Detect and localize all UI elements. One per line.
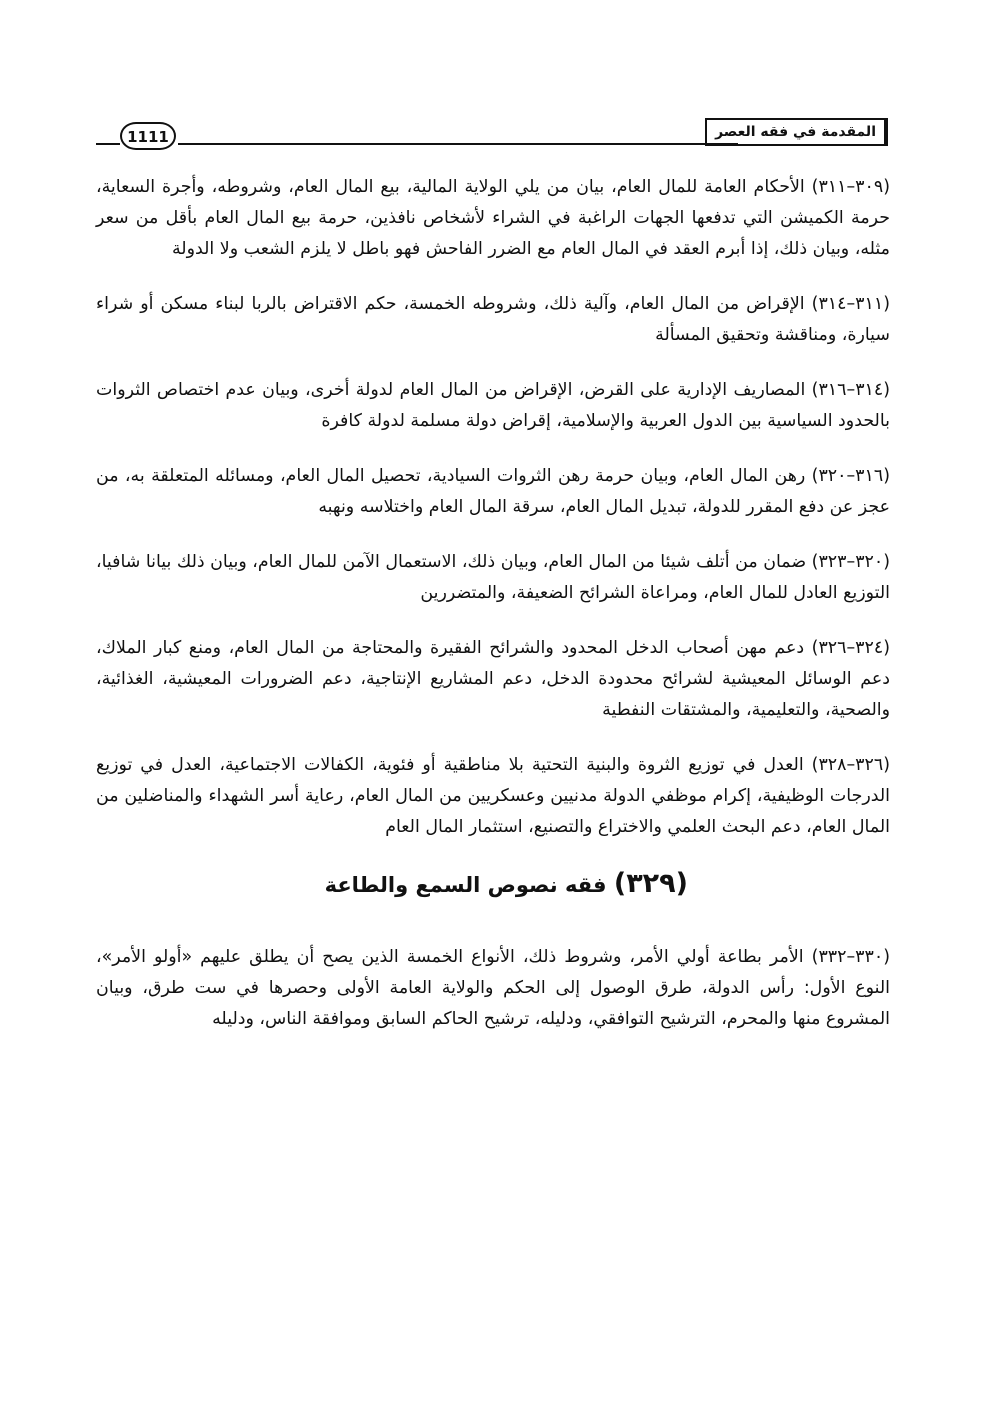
toc-entry (96, 289, 890, 351)
header-rule-left (96, 143, 120, 145)
toc-entry (96, 172, 890, 265)
header-rule (178, 143, 738, 145)
entry-text: دعم مهن أصحاب الدخل المحدود والشرائح الفقيرة والمحتاجة من المال العام، ومنع كبار الملاك، دعم الوسائل المعيشية لشرائح محدودة الدخل، دعم المشاريع الإنتاجية، دعم الضرورات المعيشية، الغذائية، والصحية، والتعليمية، والمشتقات النفطية (96, 638, 890, 720)
entry-page-range: (٣١٤–٣١٦) (811, 380, 891, 400)
entry-page-range: (٣٣٠–٣٣٢) (811, 947, 890, 967)
entry-page-range: (٣٢٦–٣٢٨) (811, 755, 890, 775)
toc-entry (96, 547, 890, 609)
toc-entry (96, 633, 890, 726)
running-title: المقدمة في فقه العصر (705, 118, 888, 146)
section-title: فقه نصوص السمع والطاعة (324, 873, 607, 897)
page-content (96, 172, 890, 1059)
entry-text: الأحكام العامة للمال العام، بيان من يلي الولاية المالية، بيع المال العام، وشروطه، وأجرة السعاية، حرمة الكميشن التي تدفعها الجهات الراغبة في الشراء لأشخاص نافذين، حرمة بيع المال العام بأقل من سعر مثله، وبيان ذلك، إذا أبرم العقد في المال العام مع الضرر الفاحش فهو باطل لا يلزم الشعب ولا الدولة (96, 177, 890, 259)
entry-text: ضمان من أتلف شيئا من المال العام، وبيان ذلك، الاستعمال الآمن للمال العام، وبيان ذلك بيانا شافيا، التوزيع العادل للمال العام، ومراعاة الشرائح الضعيفة، والمتضررين (96, 552, 890, 603)
toc-entry (96, 750, 890, 843)
entry-text: الأمر بطاعة أولي الأمر، وشروط ذلك، الأنواع الخمسة الذين يصح أن يطلق عليهم «أولو الأمر»، النوع الأول: رأس الدولة، طرق الوصول إلى الحكم والولاية العامة الأولى وحصرها في ست طرق، وبيان المشروع منها والمحرم، الترشيح التوافقي، ودليله، ترشيح الحاكم السابق وموافقة الناس، ودليله (96, 947, 890, 1029)
entry-text: العدل في توزيع الثروة والبنية التحتية بلا مناطقية أو فئوية، الكفالات الاجتماعية، العدل في توزيع الدرجات الوظيفية، إكرام موظفي الدولة مدنيين وعسكريين من المال العام، رعاية أسر الشهداء والمناضلين من المال العام، دعم البحث العلمي والاختراع والتصنيع، استثمار المال العام (96, 755, 890, 837)
page-header (96, 116, 888, 150)
entry-text: المصاريف الإدارية على القرض، الإقراض من المال العام لدولة أخرى، وبيان عدم اختصاص الثروات بالحدود السياسية بين الدول العربية والإسلامية، إقراض دولة مسلمة لدولة كافرة (96, 380, 890, 431)
entry-text: الإقراض من المال العام، وآلية ذلك، وشروطه الخمسة، حكم الاقتراض بالربا لبناء مسكن أو شراء سيارة، ومناقشة وتحقيق المسألة (96, 294, 890, 345)
entry-page-range: (٣٠٩–٣١١) (811, 177, 890, 197)
entry-text: رهن المال العام، وبيان حرمة رهن الثروات السيادية، تحصيل المال العام، ومسائله المتعلقة به، من عجز عن دفع المقرر للدولة، تبديل المال العام، سرقة المال العام واختلاسه ونهبه (96, 466, 890, 517)
section-heading (96, 867, 890, 902)
entry-page-range: (٣١٦–٣٢٠) (811, 466, 890, 486)
toc-entry (96, 461, 890, 523)
toc-entry (96, 375, 890, 437)
entry-page-range: (٣١١–٣١٤) (811, 294, 890, 314)
section-number: (٣٢٩) (613, 868, 688, 899)
entry-page-range: (٣٢٠–٣٢٣) (811, 552, 891, 572)
toc-entry (96, 942, 890, 1035)
entry-page-range: (٣٢٤–٣٢٦) (811, 638, 890, 658)
page-number: 1111 (120, 122, 176, 150)
